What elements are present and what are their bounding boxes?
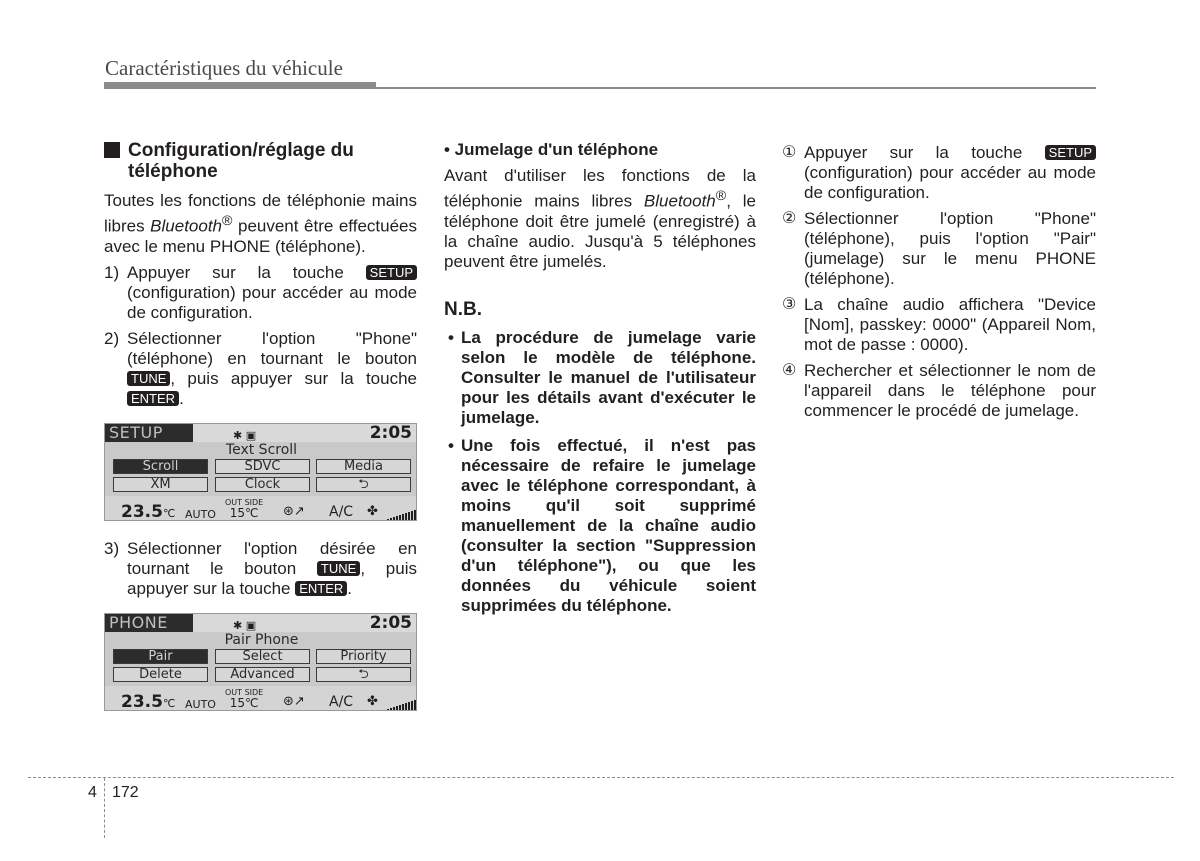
vent-mode-icon: ⊛↗: [283, 693, 305, 709]
screen-subtitle: Pair Phone: [224, 631, 299, 648]
header-rule-thick: [104, 82, 376, 89]
fan-level-icon: [387, 692, 417, 711]
enter-key-label: ENTER: [127, 391, 179, 406]
pair-step-1: ① Appuyer sur la touche SETUP (configuration) pour accéder au mode de configuration.: [782, 143, 1096, 202]
screen-button: Delete: [113, 667, 208, 682]
step-2: 2) Sélectionner l'option "Phone" (téléphone) en tournant le bouton TUNE , puis appuyer sur la touche ENTER .: [104, 328, 417, 408]
cabin-temperature: 23.5: [121, 691, 163, 711]
screen-button: Clock: [215, 477, 310, 492]
section-title-text: Configuration/réglage du téléphone: [128, 140, 354, 182]
step-3: 3) Sélectionner l'option désirée en tournant le bouton TUNE , puis appuyer sur la touche ENTER .: [104, 538, 417, 598]
column-left: [104, 140, 417, 711]
setup-screen: [104, 423, 417, 521]
ac-label: A/C: [329, 693, 354, 710]
bluetooth-icon: ✱ ▣: [233, 618, 257, 632]
screen-button: XM: [113, 477, 208, 492]
screen-button: Pair: [113, 649, 208, 664]
screen-button: Media: [316, 459, 411, 474]
phone-screen: [104, 613, 417, 711]
fan-icon: ✤: [367, 503, 378, 519]
section-title: [104, 140, 417, 182]
fan-icon: ✤: [367, 693, 378, 709]
pair-step-2: ② Sélectionner l'option "Phone" (téléphone), puis l'option "Pair" (jumelage) sur le menu PHONE (téléphone).: [782, 209, 1096, 288]
square-bullet-icon: [104, 142, 120, 158]
page-header-title: Caractéristiques du véhicule: [105, 56, 343, 80]
intro-paragraph: Toutes les fonctions de téléphonie mains libres Bluetooth® peuvent être effectuées avec le menu PHONE (téléphone).: [104, 191, 417, 256]
enter-key-label: ENTER: [295, 581, 347, 596]
ac-label: A/C: [329, 503, 354, 520]
tune-key-label: TUNE: [317, 561, 360, 576]
screen-clock: 2:05: [369, 612, 412, 633]
screen-button: Advanced: [215, 667, 310, 682]
fan-level-icon: [387, 502, 417, 521]
screen-clock: 2:05: [369, 422, 412, 443]
page-number: 172: [112, 784, 139, 801]
outside-temperature: OUT SIDE 15℃: [225, 687, 264, 710]
climate-status-bar: 23.5℃ AUTO OUT SIDE 15℃ ⊛↗ A/C ✤: [105, 496, 417, 521]
bluetooth-icon: ✱ ▣: [233, 428, 257, 442]
climate-status-bar: 23.5℃ AUTO OUT SIDE 15℃ ⊛↗ A/C ✤: [105, 686, 417, 711]
footer-rule: [28, 777, 1174, 778]
pairing-subtitle: • Jumelage d'un téléphone: [444, 140, 659, 159]
column-right: [782, 143, 1096, 421]
back-arrow-icon: ⮌: [316, 667, 411, 682]
cabin-temperature: 23.5: [121, 501, 163, 521]
screen-button: Select: [215, 649, 310, 664]
pair-step-3: ③ La chaîne audio affichera "Device [Nom], passkey: 0000" (Appareil Nom, mot de passe : 0000).: [782, 295, 1096, 354]
screen-subtitle: Text Scroll: [225, 441, 298, 458]
auto-label: AUTO: [185, 507, 216, 521]
step-1: 1) Appuyer sur la touche SETUP (configuration) pour accéder au mode de configuration.: [104, 262, 417, 322]
screen-button: Priority: [316, 649, 411, 664]
auto-label: AUTO: [185, 697, 216, 711]
setup-key-label: SETUP: [1045, 145, 1096, 160]
column-middle: [444, 140, 756, 616]
footer-divider: [104, 778, 105, 838]
header-rule-thin: [376, 87, 1096, 89]
nb-title: N.B.: [444, 298, 482, 320]
screen-mode-label: PHONE: [105, 614, 193, 632]
vent-mode-icon: ⊛↗: [283, 503, 305, 519]
setup-key-label: SETUP: [366, 265, 417, 280]
pairing-paragraph: Avant d'utiliser les fonctions de la téléphonie mains libres Bluetooth®, le téléphone doit être jumelé (enregistré) à la chaîne audio. Jusqu'à 5 téléphones peuvent être jumelés.: [444, 166, 756, 271]
chapter-number: 4: [88, 784, 97, 801]
screen-button: SDVC: [215, 459, 310, 474]
outside-temperature: OUT SIDE 15℃: [225, 497, 264, 520]
screen-mode-label: SETUP: [105, 424, 193, 442]
pair-step-4: ④ Rechercher et sélectionner le nom de l'appareil dans le téléphone pour commencer le procédé de jumelage.: [782, 361, 1096, 420]
back-arrow-icon: ⮌: [316, 477, 411, 492]
nb-bullet-1: • La procédure de jumelage varie selon le modèle de téléphone. Consulter le manuel de l'utilisateur pour les détails avant d'exécuter le jumelage.: [448, 327, 756, 427]
screen-button: Scroll: [113, 459, 208, 474]
nb-bullet-2: • Une fois effectué, il n'est pas nécessaire de refaire le jumelage avec le téléphone correspondant, à moins qu'il soit supprimé manuellement de la chaîne audio (consulter la section "Suppression d'un téléphone"), ou que les données du véhicule soient supprimées du téléphone.: [448, 435, 756, 615]
tune-key-label: TUNE: [127, 371, 170, 386]
